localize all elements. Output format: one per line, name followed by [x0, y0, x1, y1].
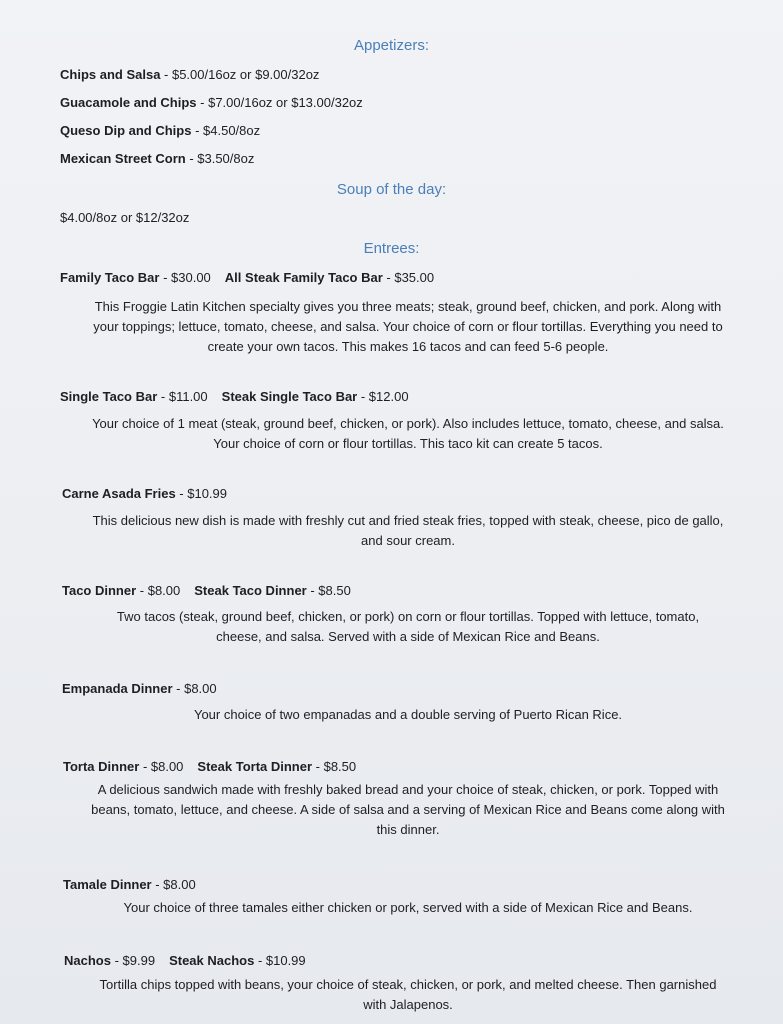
- item-alt-price: - $35.00: [382, 270, 435, 285]
- desc-line: Your choice of two empanadas and a double serving of Puerto Rican Rice.: [193, 707, 623, 722]
- soup-price: $4.00/8oz or $12/32oz: [60, 210, 190, 225]
- item-alt-price: - $12.00: [357, 389, 409, 404]
- desc-line: Your choice of corn or flour tortillas. This taco kit can create 5 tacos.: [213, 436, 603, 451]
- item-price: - $4.50/8oz: [191, 123, 261, 138]
- item-description: [58, 705, 758, 725]
- item-price: - $8.00: [136, 583, 181, 598]
- item-name: Taco Dinner: [62, 583, 137, 598]
- item-alt-price: - $8.50: [312, 759, 357, 774]
- item-name: Single Taco Bar: [60, 389, 158, 404]
- menu-item: [60, 389, 409, 404]
- item-name: Queso Dip and Chips: [60, 123, 192, 138]
- item-alt-price: - $10.99: [254, 953, 306, 968]
- desc-line: A delicious sandwich made with freshly baked bread and your choice of steak, chicken, or pork. Topped with: [97, 782, 719, 797]
- menu-item: [63, 759, 356, 774]
- item-alt-name: Steak Nachos: [169, 953, 255, 968]
- item-price: - $8.00: [139, 759, 184, 774]
- item-alt-name: All Steak Family Taco Bar: [224, 270, 383, 285]
- desc-line: cheese, and salsa. Served with a side of Mexican Rice and Beans.: [216, 629, 600, 644]
- desc-line: create your own tacos. This makes 16 tacos and can feed 5-6 people.: [207, 339, 609, 354]
- desc-line: Two tacos (steak, ground beef, chicken, or pork) on corn or flour tortillas. Topped with lettuce, tomato,: [116, 609, 700, 624]
- menu-item: [62, 583, 351, 598]
- item-name: Tamale Dinner: [63, 877, 152, 892]
- desc-line: your toppings; lettuce, tomato, cheese, and salsa. Your choice of corn or flour tortillas. Everything you need to: [93, 319, 723, 334]
- item-price: - $30.00: [159, 270, 211, 285]
- item-price: - $11.00: [157, 389, 208, 404]
- item-description: [58, 607, 758, 647]
- menu-item: [64, 953, 306, 968]
- menu-item: [60, 270, 434, 285]
- desc-line: and sour cream.: [361, 533, 455, 548]
- entrees-heading: Entrees:: [363, 240, 420, 257]
- item-description: [58, 898, 758, 918]
- desc-line: Your choice of 1 meat (steak, ground beef, chicken, or pork). Also includes lettuce, tomato, cheese, and salsa.: [92, 416, 724, 431]
- desc-line: Tortilla chips topped with beans, your choice of steak, chicken, or pork, and melted cheese. Then garnished: [99, 977, 717, 992]
- menu-item: [60, 151, 254, 166]
- soup-heading: Soup of the day:: [336, 181, 447, 198]
- item-price: - $7.00/16oz or $13.00/32oz: [196, 95, 363, 110]
- item-alt-name: Steak Single Taco Bar: [221, 389, 358, 404]
- item-name: Guacamole and Chips: [60, 95, 197, 110]
- item-name: Carne Asada Fries: [62, 486, 176, 501]
- desc-line: beans, tomato, lettuce, and cheese. A side of salsa and a serving of Mexican Rice and Beans come along with: [91, 802, 725, 817]
- item-alt-name: Steak Taco Dinner: [194, 583, 307, 598]
- item-name: Family Taco Bar: [60, 270, 160, 285]
- item-name: Nachos: [64, 953, 111, 968]
- item-price: - $3.50/8oz: [185, 151, 255, 166]
- item-description: [58, 780, 758, 840]
- menu-item: [62, 681, 217, 696]
- desc-line: with Jalapenos.: [363, 997, 453, 1012]
- item-description: [58, 297, 758, 357]
- item-name: Chips and Salsa: [60, 67, 161, 82]
- item-name: Empanada Dinner: [62, 681, 173, 696]
- item-alt-price: - $8.50: [306, 583, 351, 598]
- item-description: [58, 414, 758, 454]
- item-alt-name: Steak Torta Dinner: [197, 759, 313, 774]
- desc-line: this dinner.: [376, 822, 440, 837]
- desc-line: This Froggie Latin Kitchen specialty gives you three meats; steak, ground beef, chicken, and pork. Along with: [94, 299, 722, 314]
- item-price: - $5.00/16oz or $9.00/32oz: [160, 67, 320, 82]
- item-price: - $8.00: [172, 681, 217, 696]
- menu-item: [60, 123, 260, 138]
- item-price: - $8.00: [151, 877, 196, 892]
- item-name: Mexican Street Corn: [60, 151, 186, 166]
- menu-item: [60, 95, 363, 110]
- menu-item: [62, 486, 227, 501]
- item-price: - $9.99: [110, 953, 156, 968]
- item-price: - $10.99: [175, 486, 228, 501]
- desc-line: Your choice of three tamales either chicken or pork, served with a side of Mexican Rice and Beans.: [123, 900, 693, 915]
- desc-line: This delicious new dish is made with freshly cut and fried steak fries, topped with steak, cheese, pico de gallo,: [92, 513, 724, 528]
- item-description: [58, 975, 758, 1015]
- menu-item: [63, 877, 196, 892]
- appetizers-heading: Appetizers:: [353, 37, 430, 54]
- item-name: Torta Dinner: [63, 759, 140, 774]
- menu-item: [60, 67, 319, 82]
- item-description: [58, 511, 758, 551]
